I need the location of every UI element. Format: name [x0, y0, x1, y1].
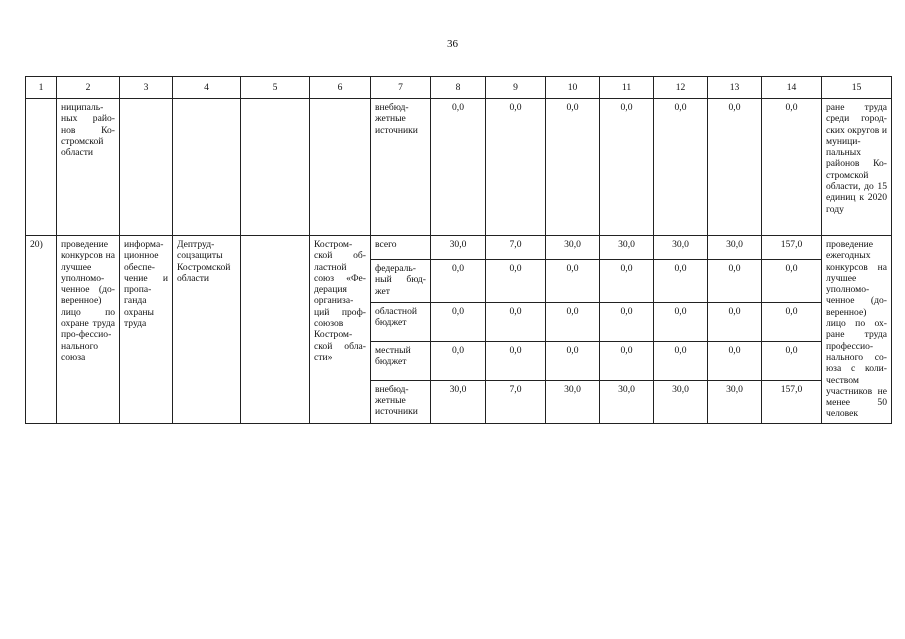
- expected-result-cell: ране труда среди город-ских округов и муници-пальных районов Ко-стромской области, до 15 единиц к 2020 году: [822, 99, 892, 236]
- value-cell: 30,0: [654, 380, 708, 423]
- value-cell: 157,0: [762, 236, 822, 260]
- value-cell: 0,0: [708, 341, 762, 380]
- activity-type-cell: информа-ционное обеспе-чение и пропа-ганда охраны труда: [120, 236, 173, 424]
- funding-source-cell: всего: [371, 236, 431, 260]
- value-cell: 0,0: [600, 303, 654, 342]
- value-cell: 0,0: [600, 341, 654, 380]
- empty-cell: [241, 99, 310, 236]
- value-cell: 0,0: [486, 260, 546, 303]
- header-cell: 1: [26, 77, 57, 99]
- value-cell: 0,0: [708, 99, 762, 236]
- value-cell: 0,0: [600, 99, 654, 236]
- value-cell: 30,0: [431, 236, 486, 260]
- value-cell: 0,0: [762, 341, 822, 380]
- value-cell: 0,0: [431, 99, 486, 236]
- header-cell: 12: [654, 77, 708, 99]
- header-cell: 15: [822, 77, 892, 99]
- row-number-cell: 20): [26, 236, 57, 424]
- value-cell: 0,0: [654, 260, 708, 303]
- header-cell: 8: [431, 77, 486, 99]
- funding-source-cell: внебюд-жетные источники: [371, 380, 431, 423]
- value-cell: 0,0: [486, 303, 546, 342]
- value-cell: 0,0: [546, 260, 600, 303]
- value-cell: 0,0: [654, 341, 708, 380]
- value-cell: 0,0: [431, 341, 486, 380]
- row-number-cell: [26, 99, 57, 236]
- continuation-row: [26, 99, 892, 236]
- expected-result-cell: проведение ежегодных конкурсов на лучшее уполномо-ченное (до-веренное) лицо по ох-ране труда профессио-нального со-юза с коли-чеством участников не менее 50 человек: [822, 236, 892, 424]
- value-cell: 0,0: [431, 260, 486, 303]
- funding-source-cell: местный бюджет: [371, 341, 431, 380]
- value-cell: 30,0: [546, 236, 600, 260]
- header-cell: 6: [310, 77, 371, 99]
- empty-cell: [310, 99, 371, 236]
- header-cell: 4: [173, 77, 241, 99]
- value-cell: 30,0: [600, 380, 654, 423]
- value-cell: 30,0: [708, 236, 762, 260]
- value-cell: 30,0: [708, 380, 762, 423]
- value-cell: 0,0: [654, 99, 708, 236]
- value-cell: 30,0: [546, 380, 600, 423]
- program-table: [25, 76, 892, 424]
- empty-cell: [120, 99, 173, 236]
- funding-source-cell: областной бюджет: [371, 303, 431, 342]
- value-cell: 30,0: [600, 236, 654, 260]
- header-cell: 11: [600, 77, 654, 99]
- value-cell: 7,0: [486, 236, 546, 260]
- empty-cell: [241, 236, 310, 424]
- header-cell: 3: [120, 77, 173, 99]
- value-cell: 0,0: [708, 260, 762, 303]
- column-number-header-row: [26, 77, 892, 99]
- header-cell: 5: [241, 77, 310, 99]
- header-cell: 14: [762, 77, 822, 99]
- value-cell: 157,0: [762, 380, 822, 423]
- value-cell: 0,0: [762, 99, 822, 236]
- value-cell: 0,0: [486, 341, 546, 380]
- value-cell: 0,0: [654, 303, 708, 342]
- value-cell: 30,0: [654, 236, 708, 260]
- value-cell: 0,0: [546, 99, 600, 236]
- value-cell: 7,0: [486, 380, 546, 423]
- activity-name-cell: ниципаль-ных райо-нов Ко-стромской области: [57, 99, 120, 236]
- value-cell: 0,0: [546, 303, 600, 342]
- header-cell: 2: [57, 77, 120, 99]
- participant-cell: Костром-ской об-ластной союз «Фе-дерация организа-ций проф-союзов Костром-ской обла-сти»: [310, 236, 371, 424]
- value-cell: 0,0: [600, 260, 654, 303]
- value-cell: 0,0: [708, 303, 762, 342]
- header-cell: 9: [486, 77, 546, 99]
- page-number: 36: [447, 38, 458, 50]
- activity-name-cell: проведение конкурсов на лучшее уполномо-ченное (до-веренное) лицо по охране труда про-фессио-нального союза: [57, 236, 120, 424]
- empty-cell: [173, 99, 241, 236]
- header-cell: 7: [371, 77, 431, 99]
- value-cell: 0,0: [431, 303, 486, 342]
- value-cell: 30,0: [431, 380, 486, 423]
- executor-cell: Дептруд-соцзащиты Костромской области: [173, 236, 241, 424]
- value-cell: 0,0: [762, 260, 822, 303]
- value-cell: 0,0: [486, 99, 546, 236]
- header-cell: 10: [546, 77, 600, 99]
- funding-source-cell: федераль-ный бюд-жет: [371, 260, 431, 303]
- row-20-total: [26, 236, 892, 260]
- header-cell: 13: [708, 77, 762, 99]
- value-cell: 0,0: [762, 303, 822, 342]
- value-cell: 0,0: [546, 341, 600, 380]
- funding-source-cell: внебюд-жетные источники: [371, 99, 431, 236]
